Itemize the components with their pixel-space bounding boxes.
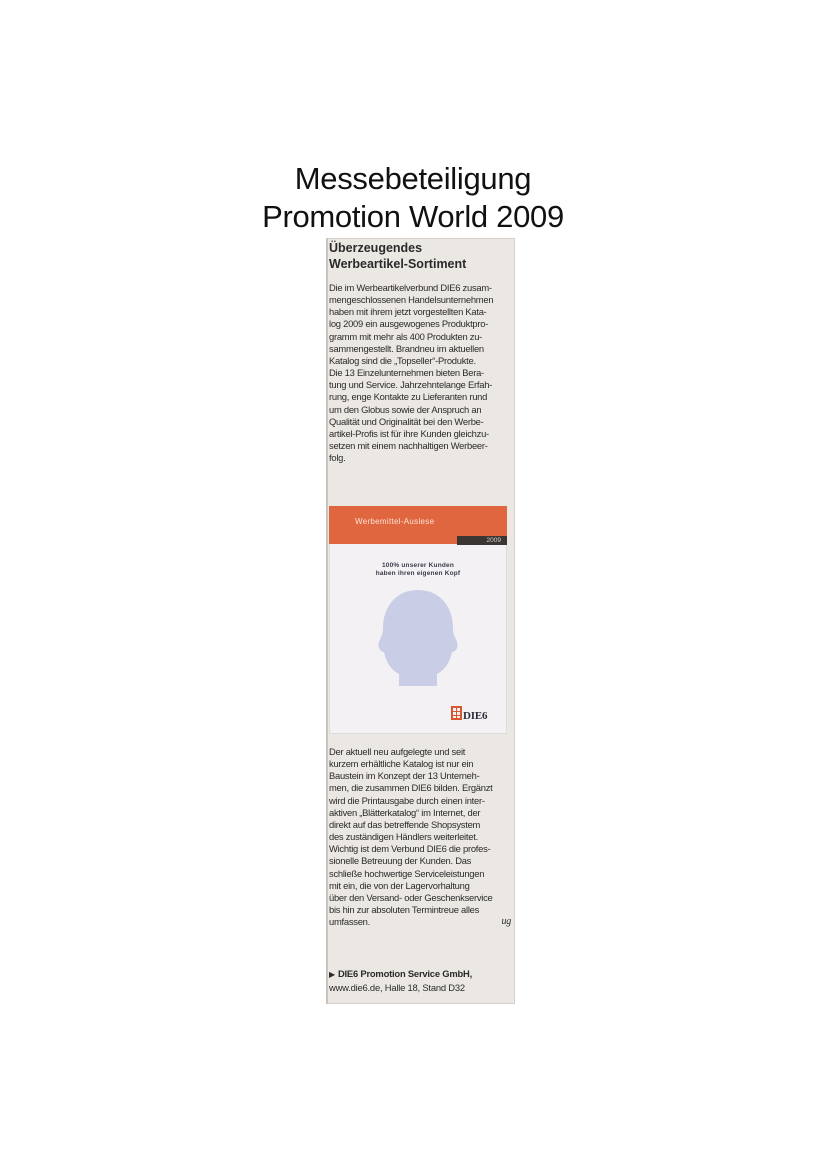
text-line: des zuständigen Händlers weiterleitet.: [329, 831, 478, 843]
author-initials: ug: [501, 916, 511, 928]
text-line: men, die zusammen DIE6 bilden. Ergänzt: [329, 782, 493, 794]
catalog-cover-image: [329, 506, 507, 734]
page-heading-line-1: Messebeteiligung: [294, 161, 532, 196]
catalog-slogan: [329, 562, 507, 578]
text-line: rung, enge Kontakte zu Lieferanten rund: [329, 391, 488, 403]
die6-logo-mark-icon: [451, 706, 462, 720]
article-title-line: Werbeartikel-Sortiment: [329, 257, 467, 271]
triangle-arrow-icon: ▶: [329, 970, 335, 979]
text-line: tung und Service. Jahrzehntelange Erfah-: [329, 379, 493, 391]
text-line: Die 13 Einzelunternehmen bieten Bera-: [329, 367, 484, 379]
text-line: Der aktuell neu aufgelegte und seit: [329, 746, 466, 757]
text-line: setzen mit einem nachhaltigen Werbeer-: [329, 440, 488, 452]
catalog-year-bar: [457, 536, 507, 545]
catalog-slogan-line: 100% unserer Kunden: [381, 562, 455, 569]
text-line: über den Versand- oder Geschenkservice: [329, 891, 493, 903]
die6-logo: [451, 706, 501, 724]
text-line: mit ein, die von der Lagervorhaltung: [329, 879, 470, 891]
die6-logo-text: DIE6: [463, 710, 488, 722]
page-heading: [0, 160, 826, 236]
source-company-line: [329, 968, 513, 982]
head-silhouette-icon: [369, 586, 467, 694]
text-line: bis hin zur absoluten Termintreue alles: [329, 904, 480, 916]
text-line: schließe hochwertige Serviceleistungen: [329, 867, 485, 879]
text-line: aktiven „Blätterkatalog“ im Internet, der: [329, 806, 481, 818]
text-line: Die im Werbeartikelverbund DIE6 zusam-: [329, 282, 492, 293]
catalog-year: 2009: [486, 537, 501, 544]
text-line: direkt auf das betreffende Shopsystem: [329, 818, 481, 830]
text-line: sammengestellt. Brandneu im aktuellen: [329, 342, 484, 354]
text-line: mengeschlossenen Handelsunternehmen: [329, 294, 494, 306]
text-line: wird die Printausgabe durch einen inter-: [329, 794, 485, 806]
newspaper-clipping: [326, 238, 515, 1004]
text-line: um den Globus sowie der Anspruch an: [329, 403, 482, 415]
article-title-line: Überzeugendes: [329, 241, 423, 255]
article-title: [329, 240, 512, 272]
clipping-edge: [326, 238, 328, 1004]
text-line: artikel-Profis ist für ihre Kunden gleichzu-: [329, 427, 489, 439]
text-line: Baustein im Konzept der 13 Unterneh-: [329, 770, 480, 782]
catalog-slogan-line: haben ihren eigenen Kopf: [375, 570, 461, 577]
text-line: Wichtig ist dem Verbund DIE6 die profes-: [329, 843, 491, 855]
article-paragraph-1: [329, 282, 513, 464]
text-line: log 2009 ein ausgewogenes Produktpro-: [329, 318, 489, 330]
source-company: DIE6 Promotion Service GmbH,: [337, 968, 472, 979]
text-line: Qualität und Originalität bei den Werbe-: [329, 415, 484, 427]
text-line: Katalog sind die „Topseller“-Produkte.: [329, 354, 476, 366]
text-line-with-signature: [329, 916, 513, 928]
text-line: haben mit ihrem jetzt vorgestellten Kata-: [329, 306, 487, 318]
text-line: umfassen.: [329, 916, 370, 928]
source-info: [329, 968, 513, 994]
catalog-header-title: Werbemittel-Auslese: [355, 517, 435, 526]
article-paragraph-2: [329, 746, 513, 928]
text-line: sionelle Betreuung der Kunden. Das: [329, 855, 472, 867]
page-heading-line-2: Promotion World 2009: [262, 199, 564, 234]
text-line: gramm mit mehr als 400 Produkten zu-: [329, 330, 483, 342]
text-line: folg.: [329, 452, 346, 464]
text-line: kurzem erhältliche Katalog ist nur ein: [329, 758, 474, 770]
source-details: www.die6.de, Halle 18, Stand D32: [329, 981, 465, 993]
